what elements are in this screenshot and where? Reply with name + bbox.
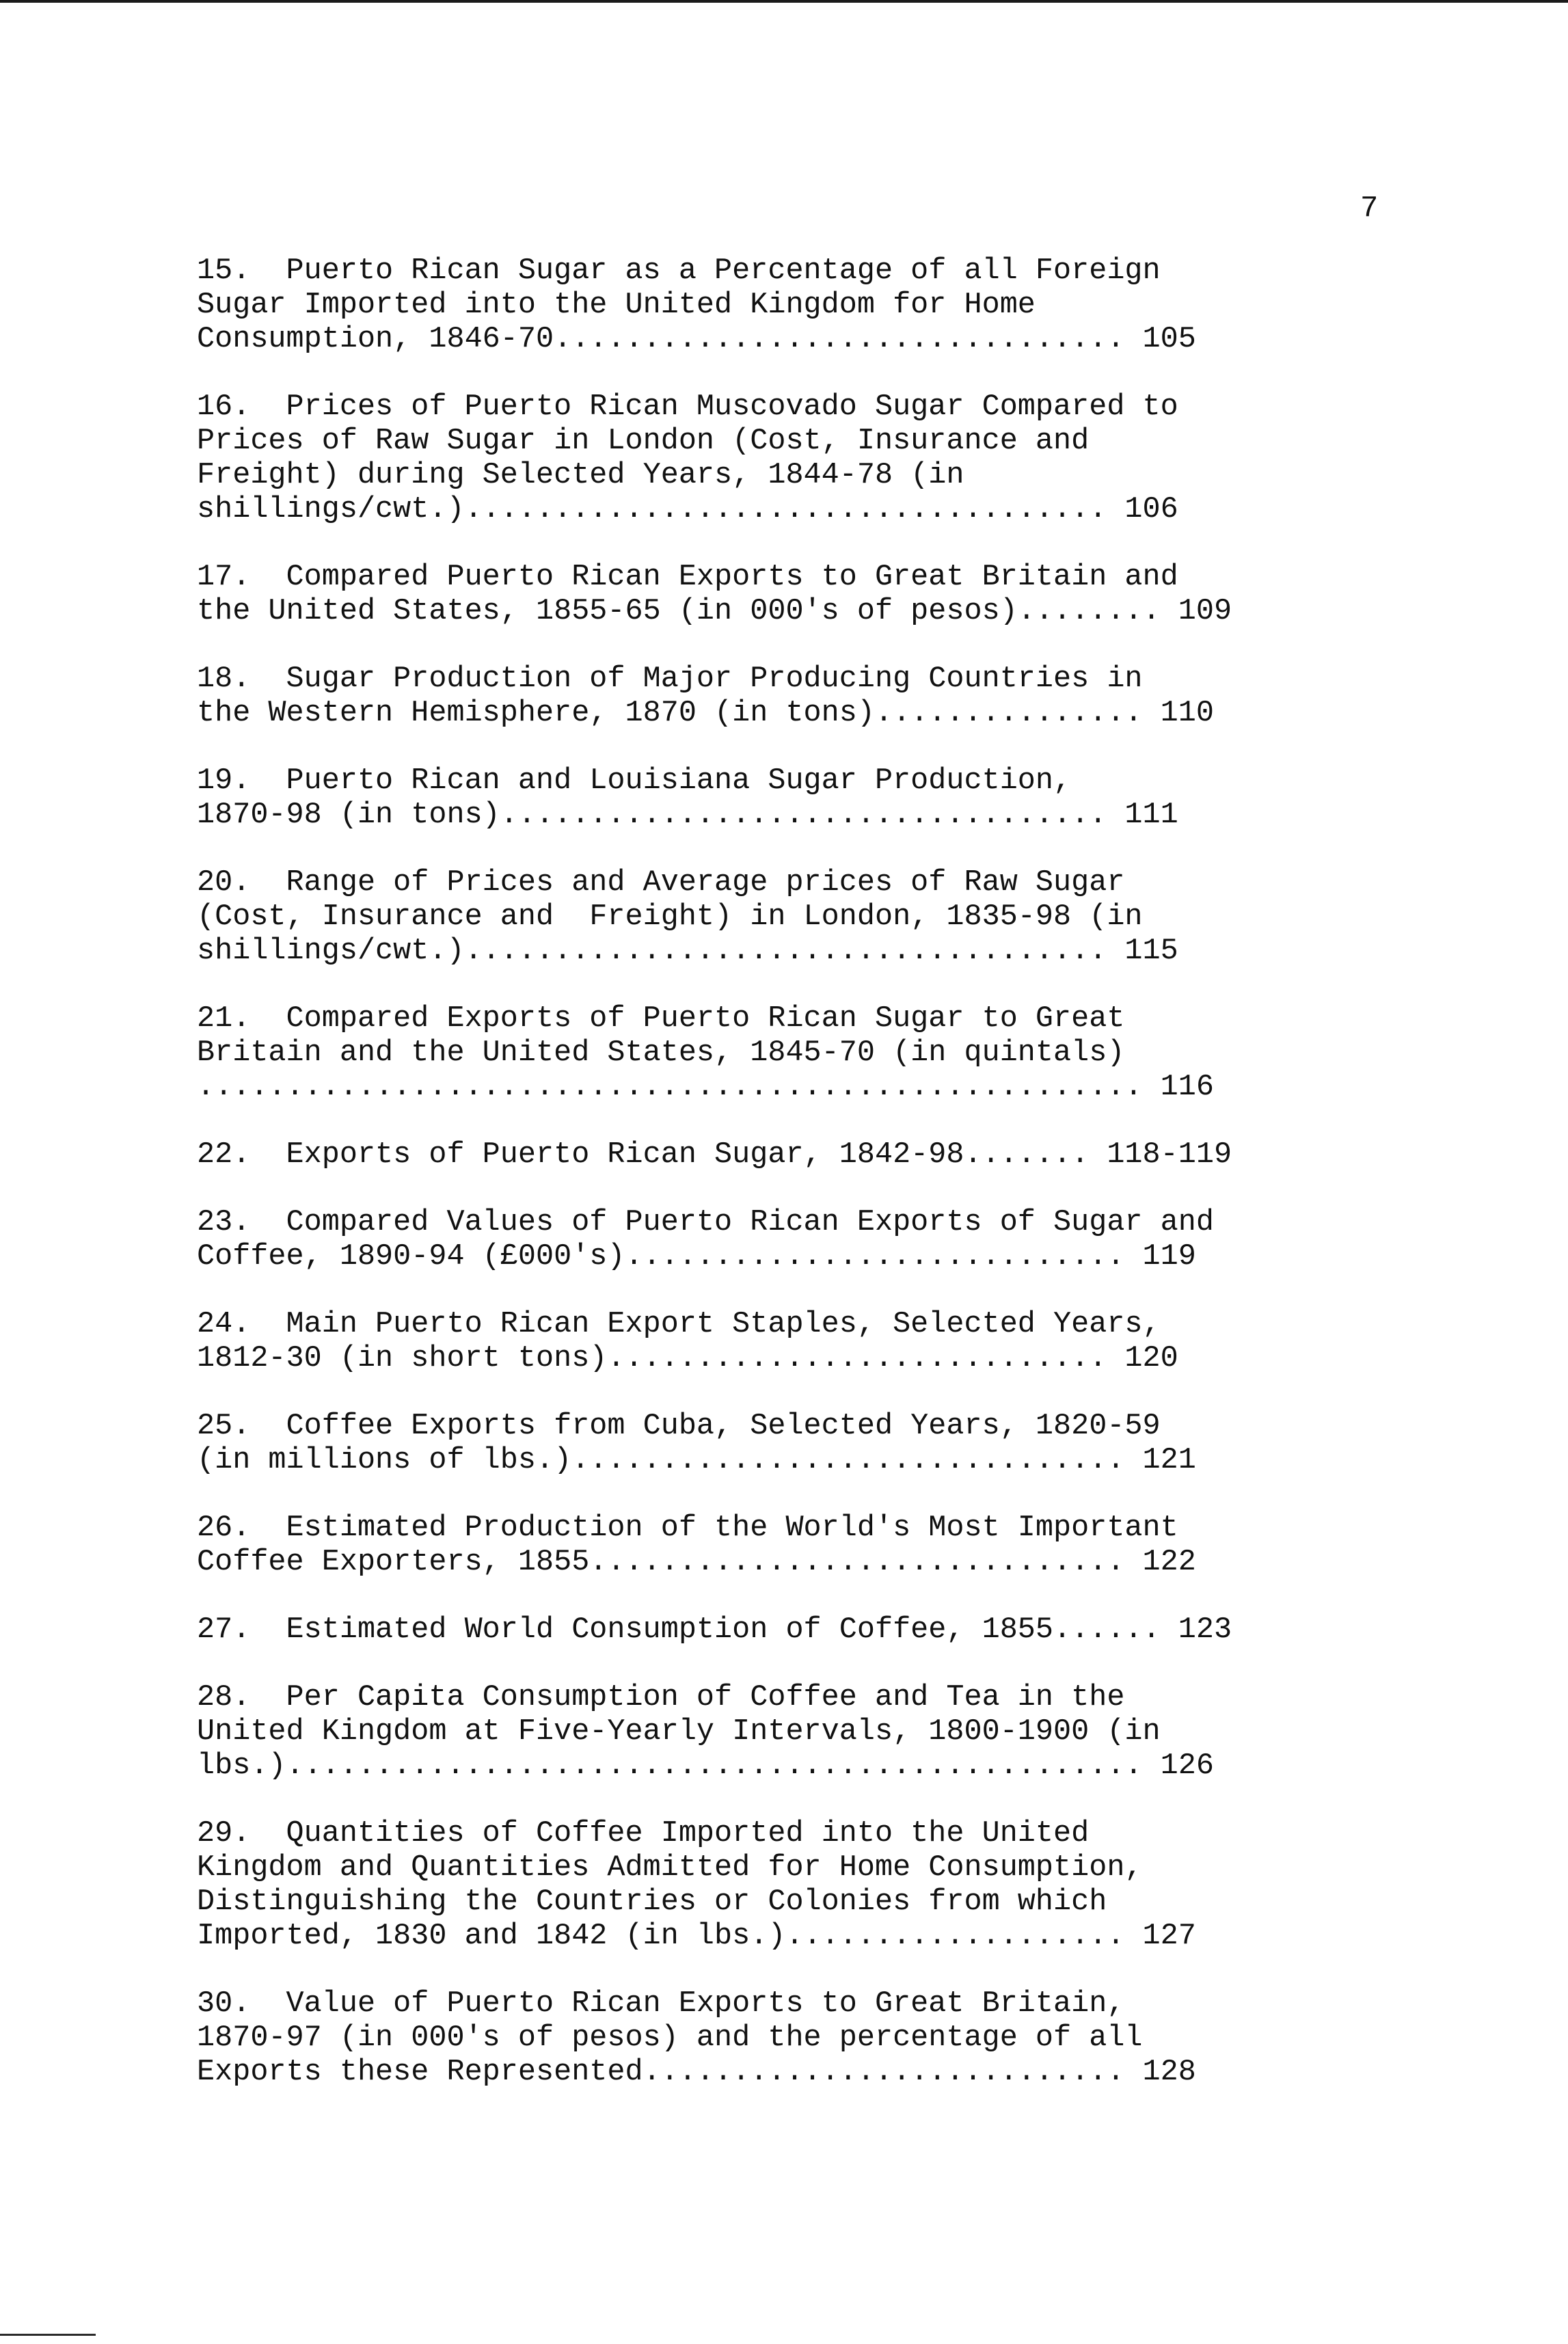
table-entry-line: Coffee Exporters, 1855.............................. 122 (197, 1546, 1196, 1579)
table-list (197, 254, 1386, 2090)
table-entry-line: ..................................................... 116 (197, 1070, 1214, 1104)
table-entry-line: Sugar Imported into the United Kingdom for Home (197, 288, 1036, 322)
table-entry-line: 26. Estimated Production of the World's Most Important (197, 1511, 1178, 1545)
entry-spacer (197, 1172, 1386, 1206)
table-entry-line: Freight) during Selected Years, 1844-78 (in (197, 459, 964, 492)
table-entry-line: 1870-97 (in 000's of pesos) and the percentage of all (197, 2021, 1143, 2055)
table-entry (197, 254, 1386, 357)
table-entry-line: 23. Compared Values of Puerto Rican Exports of Sugar and (197, 1206, 1214, 1239)
entry-spacer (197, 1274, 1386, 1308)
table-entry-line: Distinguishing the Countries or Colonies from which (197, 1885, 1107, 1919)
table-entry-line: 17. Compared Puerto Rican Exports to Great Britain and (197, 561, 1178, 594)
table-entry-line: Kingdom and Quantities Admitted for Home Consumption, (197, 1851, 1143, 1885)
scan-edge-bottom (0, 2334, 96, 2336)
table-entry-line: 18. Sugar Production of Major Producing Countries in (197, 662, 1143, 696)
table-entry-line: United Kingdom at Five-Yearly Intervals, 1800-1900 (in (197, 1715, 1161, 1749)
table-entry-line: 16. Prices of Puerto Rican Muscovado Sugar Compared to (197, 390, 1178, 424)
table-entry-line: 22. Exports of Puerto Rican Sugar, 1842-98....... 118-119 (197, 1138, 1232, 1172)
table-entry (197, 866, 1386, 969)
table-entry (197, 1987, 1386, 2090)
table-entry-line: 24. Main Puerto Rican Export Staples, Selected Years, (197, 1308, 1161, 1341)
table-entry (197, 662, 1386, 731)
table-entry-line: shillings/cwt.).................................... 115 (197, 934, 1178, 968)
entry-spacer (197, 731, 1386, 764)
entry-spacer (197, 357, 1386, 390)
table-entry (197, 1206, 1386, 1274)
table-entry-line: Consumption, 1846-70................................ 105 (197, 323, 1196, 356)
entry-spacer (197, 1105, 1386, 1138)
table-entry (197, 1002, 1386, 1105)
table-entry (197, 1613, 1386, 1647)
table-entry (197, 561, 1386, 629)
table-entry (197, 764, 1386, 833)
entry-spacer (197, 1783, 1386, 1817)
scan-edge-top (0, 0, 1568, 3)
table-entry-line: lbs.)................................................ 126 (197, 1749, 1214, 1783)
entry-spacer (197, 629, 1386, 662)
table-entry-line: 20. Range of Prices and Average prices of Raw Sugar (197, 866, 1125, 900)
table-entry-line: the United States, 1855-65 (in 000's of pesos)........ 109 (197, 595, 1232, 628)
table-entry (197, 1681, 1386, 1783)
entry-spacer (197, 833, 1386, 866)
table-entry-line: 1870-98 (in tons).................................. 111 (197, 798, 1178, 832)
entry-spacer (197, 1954, 1386, 1987)
table-entry-line: 29. Quantities of Coffee Imported into the United (197, 1817, 1090, 1850)
entry-spacer (197, 1580, 1386, 1613)
table-entry-line: Imported, 1830 and 1842 (in lbs.)................... 127 (197, 1919, 1196, 1953)
entry-spacer (197, 1478, 1386, 1511)
table-entry (197, 1138, 1386, 1172)
table-entry-line: 28. Per Capita Consumption of Coffee and Tea in the (197, 1681, 1125, 1714)
table-entry-line: 30. Value of Puerto Rican Exports to Great Britain, (197, 1987, 1125, 2021)
table-entry-line: the Western Hemisphere, 1870 (in tons)............... 110 (197, 697, 1214, 730)
table-entry (197, 390, 1386, 527)
entry-spacer (197, 969, 1386, 1002)
table-entry-line: (in millions of lbs.)............................... 121 (197, 1444, 1196, 1477)
table-entry-line: Coffee, 1890-94 (£000's)............................ 119 (197, 1240, 1196, 1274)
table-entry-line: Britain and the United States, 1845-70 (in quintals) (197, 1036, 1125, 1070)
table-entry-line: 15. Puerto Rican Sugar as a Percentage of all Foreign (197, 254, 1161, 288)
entry-spacer (197, 527, 1386, 561)
table-entry-line: Exports these Represented........................... 128 (197, 2056, 1196, 2089)
table-entry (197, 1410, 1386, 1478)
table-entry (197, 1817, 1386, 1954)
table-entry (197, 1511, 1386, 1580)
page-number: 7 (1360, 191, 1379, 226)
table-entry-line: 25. Coffee Exports from Cuba, Selected Years, 1820-59 (197, 1410, 1161, 1443)
table-entry-line: (Cost, Insurance and Freight) in London, 1835-98 (in (197, 900, 1143, 934)
entry-spacer (197, 1376, 1386, 1410)
table-entry-line: Prices of Raw Sugar in London (Cost, Insurance and (197, 425, 1090, 458)
table-entry-line: 19. Puerto Rican and Louisiana Sugar Production, (197, 764, 1072, 798)
table-entry-line: 27. Estimated World Consumption of Coffee, 1855...... 123 (197, 1613, 1232, 1647)
table-entry-line: 1812-30 (in short tons)............................ 120 (197, 1342, 1178, 1375)
entry-spacer (197, 1647, 1386, 1681)
table-entry-line: shillings/cwt.).................................... 106 (197, 493, 1178, 526)
table-entry (197, 1308, 1386, 1376)
table-entry-line: 21. Compared Exports of Puerto Rican Sugar to Great (197, 1002, 1125, 1036)
